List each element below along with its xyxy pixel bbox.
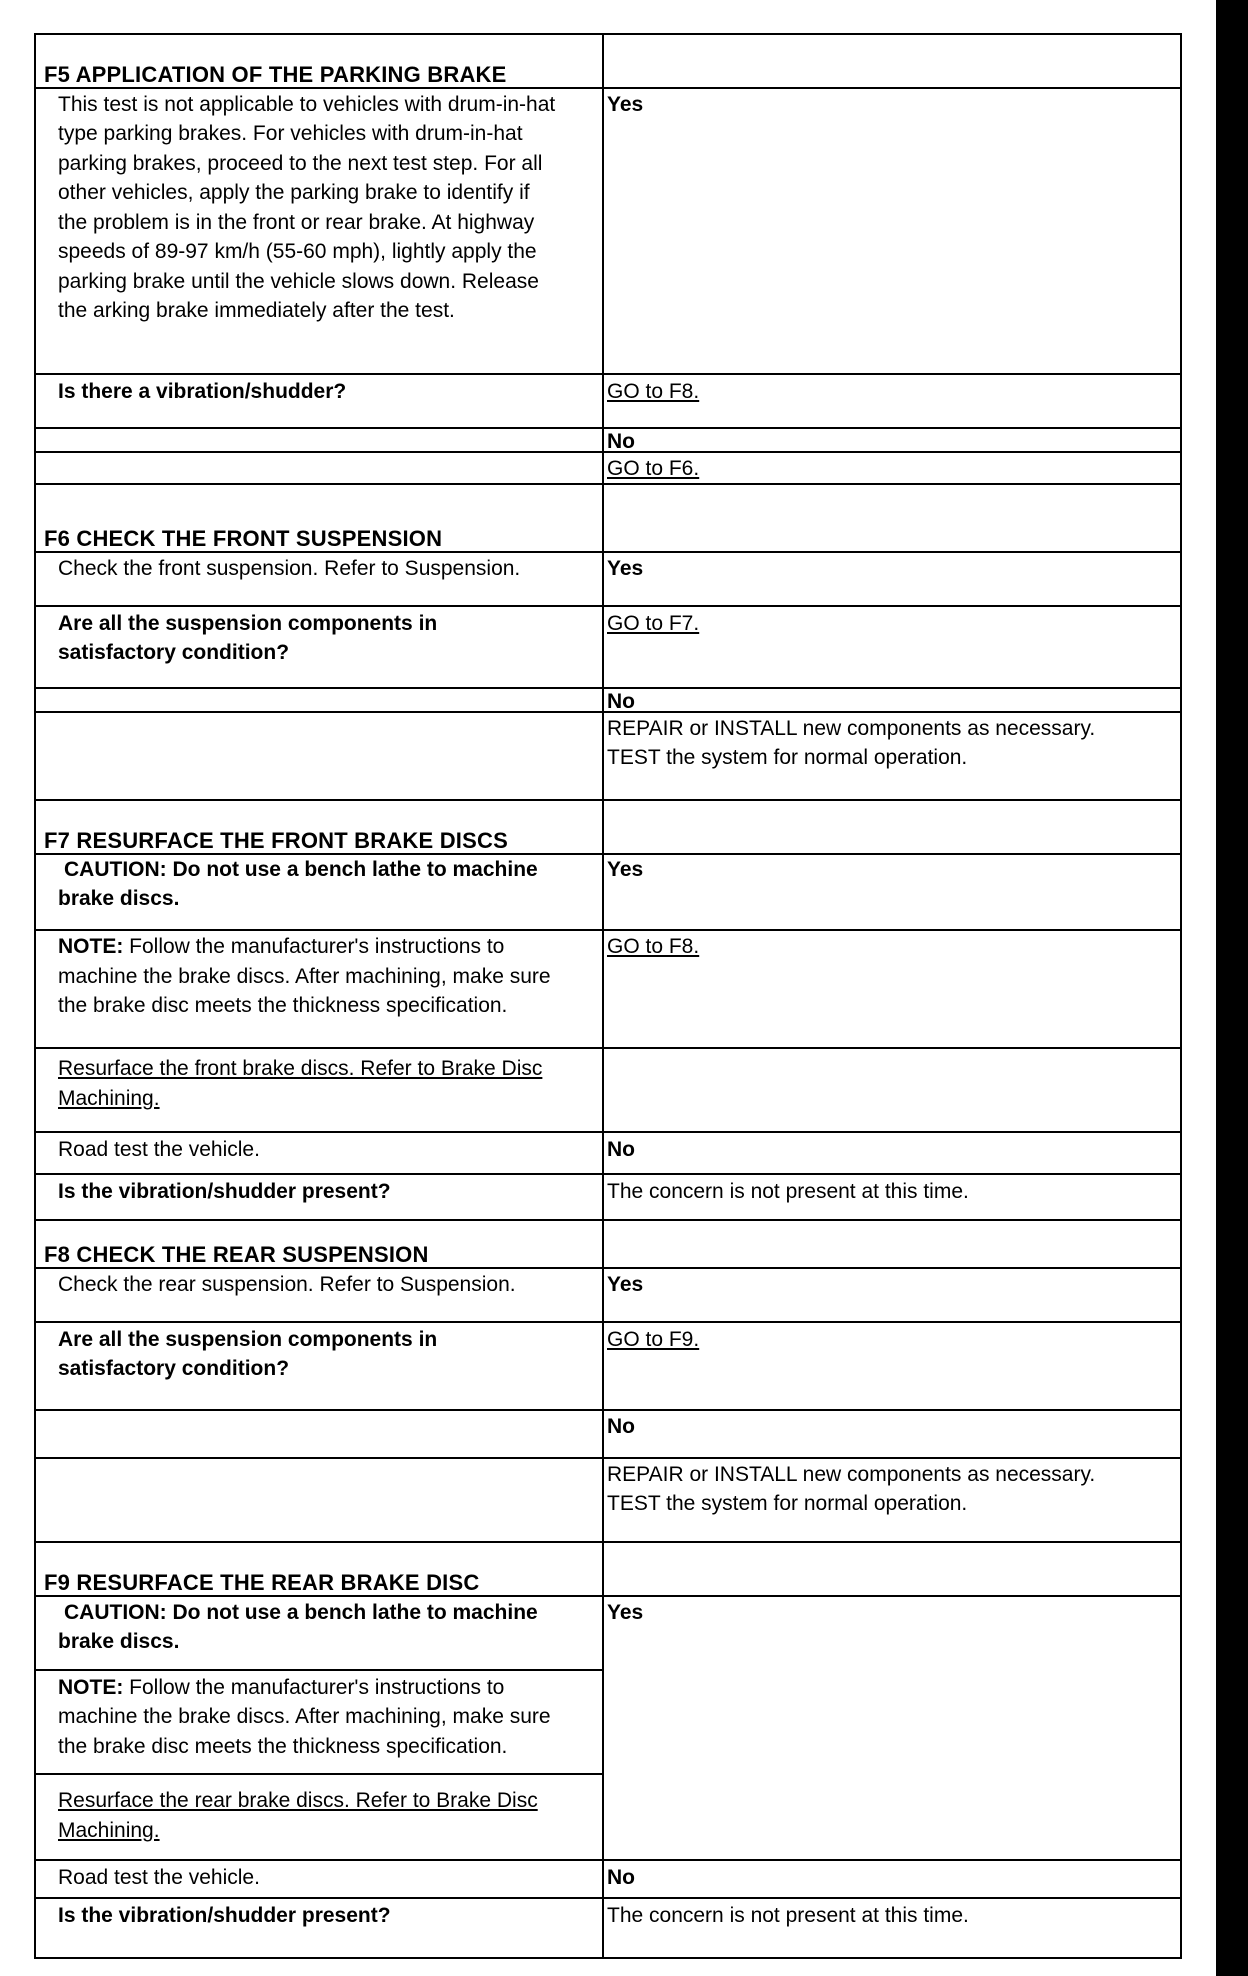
f7-note-line: the brake disc meets the thickness specification.	[58, 994, 508, 1017]
f9-note-text: Follow the manufacturer's instructions to	[123, 1676, 505, 1699]
table-right-border	[1180, 33, 1182, 1959]
f9-no-label: No	[607, 1866, 635, 1889]
f8-no-action-line: REPAIR or INSTALL new components as necessary.	[607, 1463, 1096, 1486]
f8-instruction: Check the rear suspension. Refer to Suspension.	[58, 1273, 516, 1296]
f7-question: Is the vibration/shudder present?	[58, 1180, 391, 1203]
f9-no-action: The concern is not present at this time.	[607, 1904, 969, 1927]
f7-caution-line: CAUTION: Do not use a bench lathe to machine	[64, 858, 538, 881]
f6-no-action-line: REPAIR or INSTALL new components as necessary.	[607, 717, 1096, 740]
page-edge-bar	[1216, 0, 1248, 1976]
f9-yes-label: Yes	[607, 1601, 644, 1624]
f9-caution-line: CAUTION: Do not use a bench lathe to machine	[64, 1601, 538, 1624]
f9-note-line	[58, 1673, 504, 1703]
f5-body-line: speeds of 89-97 km/h (55-60 mph), lightly apply the	[58, 240, 537, 263]
f8-yes-label: Yes	[607, 1273, 644, 1296]
f5-body-line: This test is not applicable to vehicles with drum-in-hat	[58, 93, 556, 116]
f5-question: Is there a vibration/shudder?	[58, 380, 347, 403]
row-divider	[34, 1773, 602, 1775]
f9-road-test: Road test the vehicle.	[58, 1866, 260, 1889]
row-divider	[34, 1321, 1182, 1323]
f7-go-to-f8-link[interactable]: GO to F8.	[607, 935, 700, 958]
f7-note-line	[58, 932, 504, 962]
f6-instruction: Check the front suspension. Refer to Suspension.	[58, 557, 521, 580]
f5-body-line: the arking brake immediately after the test.	[58, 299, 455, 322]
section-heading-f7: F7 RESURFACE THE FRONT BRAKE DISCS	[44, 828, 508, 853]
f9-brake-disc-machining-link[interactable]: Resurface the rear brake discs. Refer to Brake Disc	[58, 1789, 538, 1812]
row-divider	[34, 1409, 1182, 1411]
f7-no-action: The concern is not present at this time.	[607, 1180, 969, 1203]
f7-brake-disc-machining-link[interactable]: Machining.	[58, 1087, 160, 1110]
row-divider	[34, 33, 1182, 35]
f6-go-to-f7-link[interactable]: GO to F7.	[607, 612, 700, 635]
f5-body-line: the problem is in the front or rear brake. At highway	[58, 211, 535, 234]
row-divider	[34, 1897, 1182, 1899]
f6-no-action-line: TEST the system for normal operation.	[607, 746, 968, 769]
f7-road-test: Road test the vehicle.	[58, 1138, 260, 1161]
table-column-divider	[602, 33, 604, 1959]
f8-go-to-f9-link[interactable]: GO to F9.	[607, 1328, 700, 1351]
f5-yes-label: Yes	[607, 93, 644, 116]
row-divider	[34, 605, 1182, 607]
row-divider	[34, 1173, 1182, 1175]
f7-caution-line: brake discs.	[58, 887, 180, 910]
row-divider	[34, 373, 1182, 375]
row-divider	[34, 799, 1182, 801]
row-divider	[34, 1669, 602, 1671]
f5-go-to-f6-link[interactable]: GO to F6.	[607, 457, 700, 480]
f5-body-line: type parking brakes. For vehicles with drum-in-hat	[58, 122, 523, 145]
f5-body-line: parking brake until the vehicle slows down. Release	[58, 270, 539, 293]
row-divider	[34, 1541, 1182, 1543]
section-heading-f5: F5 APPLICATION OF THE PARKING BRAKE	[44, 62, 507, 87]
diagnostic-table	[34, 33, 1182, 1959]
f8-no-action-line: TEST the system for normal operation.	[607, 1492, 968, 1515]
section-heading-f6: F6 CHECK THE FRONT SUSPENSION	[44, 526, 443, 551]
row-divider	[34, 1859, 1182, 1861]
f5-body-line: parking brakes, proceed to the next test step. For all	[58, 152, 543, 175]
f6-question-line: Are all the suspension components in	[58, 612, 438, 635]
f9-brake-disc-machining-link[interactable]: Machining.	[58, 1819, 160, 1842]
f8-no-label: No	[607, 1415, 635, 1438]
row-divider	[34, 1047, 1182, 1049]
f5-body-line: other vehicles, apply the parking brake to identify if	[58, 181, 530, 204]
f7-brake-disc-machining-link[interactable]: Resurface the front brake discs. Refer to Brake Disc	[58, 1057, 543, 1080]
f9-note-label: NOTE:	[58, 1676, 124, 1699]
section-heading-f8: F8 CHECK THE REAR SUSPENSION	[44, 1242, 429, 1267]
row-divider	[34, 1957, 1182, 1959]
row-divider	[34, 1131, 1182, 1133]
f7-yes-label: Yes	[607, 858, 644, 881]
f9-caution-line: brake discs.	[58, 1630, 180, 1653]
f7-note-line: machine the brake discs. After machining, make sure	[58, 965, 551, 988]
f6-question-line: satisfactory condition?	[58, 641, 290, 664]
f9-question: Is the vibration/shudder present?	[58, 1904, 391, 1927]
f6-no-label: No	[607, 690, 635, 713]
row-divider	[34, 929, 1182, 931]
f7-no-label: No	[607, 1138, 635, 1161]
f9-note-line: the brake disc meets the thickness specification.	[58, 1735, 508, 1758]
f5-no-label: No	[607, 430, 635, 453]
row-divider	[34, 1457, 1182, 1459]
f8-question-line: Are all the suspension components in	[58, 1328, 438, 1351]
f7-note-label: NOTE:	[58, 935, 124, 958]
f9-note-line: machine the brake discs. After machining, make sure	[58, 1705, 551, 1728]
f6-yes-label: Yes	[607, 557, 644, 580]
f8-question-line: satisfactory condition?	[58, 1357, 290, 1380]
f5-go-to-f8-link[interactable]: GO to F8.	[607, 380, 700, 403]
section-heading-f9: F9 RESURFACE THE REAR BRAKE DISC	[44, 1570, 480, 1595]
f7-note-text: Follow the manufacturer's instructions to	[123, 935, 505, 958]
row-divider	[34, 1219, 1182, 1221]
